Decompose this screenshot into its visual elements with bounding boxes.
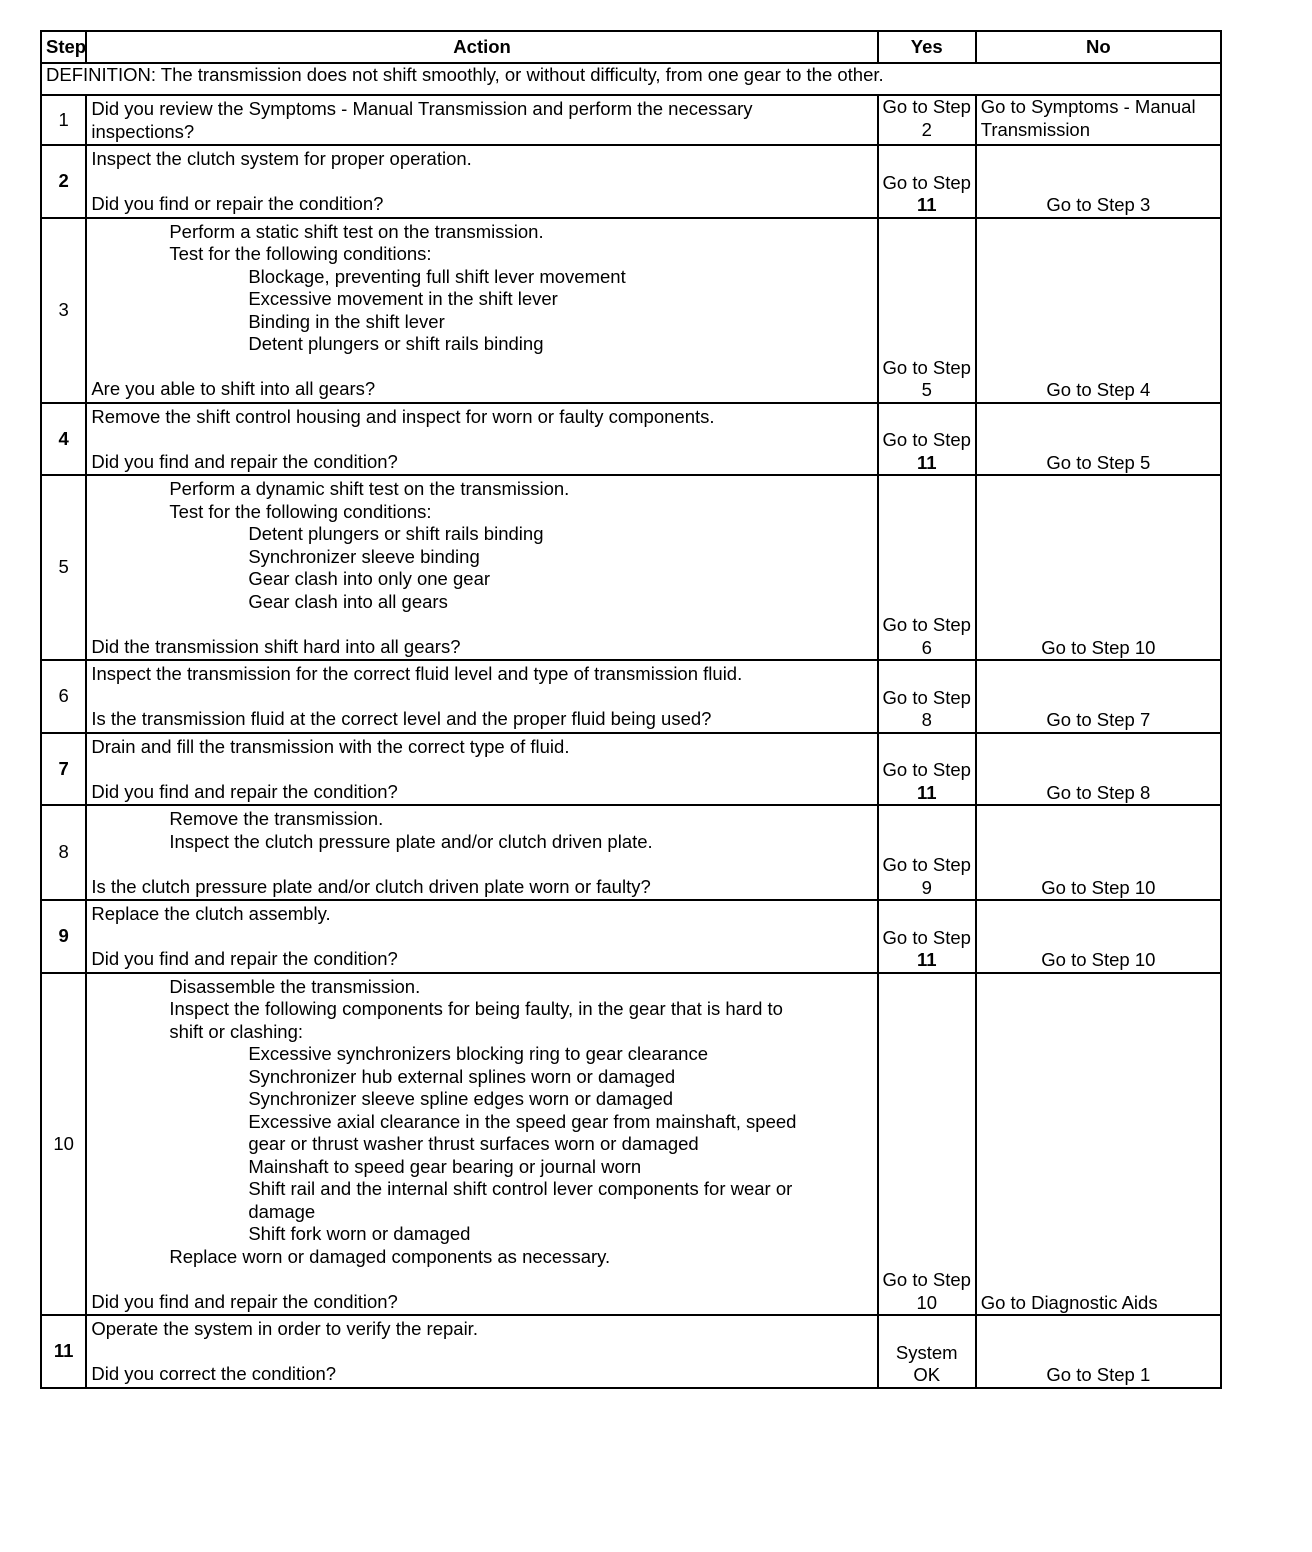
yes-line: System	[895, 1341, 958, 1363]
action-spacer	[91, 428, 872, 451]
action-cell	[86, 403, 877, 476]
action-line: Remove the shift control housing and inspect for worn or faulty components.	[91, 405, 715, 427]
action-line: Synchronizer hub external splines worn or damaged	[248, 1065, 676, 1087]
action-line: Shift rail and the internal shift control lever components for wear or	[248, 1178, 793, 1199]
action-line: Binding in the shift lever	[248, 310, 445, 332]
action-line: Are you able to shift into all gears?	[91, 378, 376, 399]
yes-line: Go to Step	[882, 854, 971, 875]
action-cell	[86, 218, 877, 403]
no-cell	[976, 95, 1221, 145]
yes-line: 5	[921, 379, 932, 400]
yes-line: 2	[921, 118, 932, 140]
action-line: Excessive axial clearance in the speed gear from mainshaft, speed	[248, 1110, 797, 1132]
no-line: Go to Step 10	[1041, 636, 1156, 658]
header-row	[41, 31, 1221, 63]
action-line: Synchronizer sleeve spline edges worn or damaged	[248, 1088, 674, 1109]
table-row	[41, 1315, 1221, 1388]
yes-cell	[878, 900, 976, 973]
step-number: 2	[41, 145, 86, 218]
action-spacer	[91, 1341, 872, 1364]
action-cell	[86, 973, 877, 1316]
action-spacer	[91, 613, 872, 636]
action-line: Gear clash into all gears	[248, 590, 448, 612]
action-cell	[86, 145, 877, 218]
step-number: 11	[41, 1315, 86, 1388]
yes-line: Go to Step	[882, 1269, 971, 1290]
no-line: Go to Step 4	[1046, 379, 1151, 400]
action-line: Shift fork worn or damaged	[248, 1223, 471, 1244]
no-line: Go to Symptoms - Manual	[980, 96, 1196, 117]
action-line: Detent plungers or shift rails binding	[248, 333, 544, 354]
action-line: Inspect the clutch pressure plate and/or clutch driven plate.	[169, 830, 653, 852]
yes-line: Go to Step	[882, 759, 971, 780]
action-line: Disassemble the transmission.	[169, 975, 421, 997]
step-number: 9	[41, 900, 86, 973]
action-spacer	[91, 1268, 872, 1291]
no-cell	[976, 900, 1221, 973]
action-cell	[86, 733, 877, 806]
action-cell	[86, 95, 877, 145]
yes-line: 11	[916, 194, 937, 215]
action-cell	[86, 900, 877, 973]
action-line: Inspect the following components for being faulty, in the gear that is hard to	[169, 998, 783, 1019]
yes-cell	[878, 475, 976, 660]
action-spacer	[91, 356, 872, 379]
no-cell	[976, 145, 1221, 218]
action-line: Remove the transmission.	[169, 808, 384, 829]
yes-line: Go to Step	[882, 96, 971, 117]
no-cell	[976, 218, 1221, 403]
yes-line: OK	[913, 1364, 941, 1385]
yes-line: Go to Step	[882, 171, 971, 193]
no-line: Go to Step 1	[1046, 1364, 1151, 1385]
no-line: Go to Step 7	[1046, 709, 1151, 730]
action-line: Detent plungers or shift rails binding	[248, 523, 544, 544]
table-row	[41, 218, 1221, 403]
yes-line: 9	[921, 876, 932, 898]
action-spacer	[91, 926, 872, 949]
no-line: Go to Step 5	[1046, 451, 1151, 473]
yes-cell	[878, 403, 976, 476]
header-action: Action	[86, 31, 877, 63]
action-line: Perform a static shift test on the transmission.	[169, 220, 544, 242]
yes-line: 11	[916, 451, 937, 473]
no-cell	[976, 805, 1221, 900]
yes-cell	[878, 973, 976, 1316]
yes-line: Go to Step	[882, 686, 971, 708]
yes-line: Go to Step	[882, 926, 971, 948]
action-cell	[86, 805, 877, 900]
step-number: 4	[41, 403, 86, 476]
step-number: 8	[41, 805, 86, 900]
action-spacer	[91, 171, 872, 194]
yes-line: Go to Step	[882, 356, 971, 378]
table-row	[41, 403, 1221, 476]
table-row	[41, 475, 1221, 660]
action-line: Operate the system in order to verify the repair.	[91, 1318, 478, 1339]
action-line: Did you find and repair the condition?	[91, 1290, 398, 1312]
table-row	[41, 145, 1221, 218]
yes-line: 10	[916, 1291, 938, 1313]
action-line: shift or clashing:	[169, 1020, 304, 1042]
action-line: Did you find and repair the condition?	[91, 948, 398, 969]
action-line: Test for the following conditions:	[169, 243, 432, 264]
table-row	[41, 805, 1221, 900]
action-line: Did you find and repair the condition?	[91, 780, 398, 802]
action-line: Gear clash into only one gear	[248, 568, 491, 589]
table-row	[41, 660, 1221, 733]
no-line: Go to Step 10	[1041, 876, 1156, 898]
action-cell	[86, 475, 877, 660]
yes-cell	[878, 733, 976, 806]
action-line: Mainshaft to speed gear bearing or journal worn	[248, 1155, 642, 1177]
action-spacer	[91, 686, 872, 709]
yes-cell	[878, 1315, 976, 1388]
yes-line: 11	[916, 949, 937, 970]
action-line: Did the transmission shift hard into all gears?	[91, 635, 461, 657]
step-number: 1	[41, 95, 86, 145]
yes-cell	[878, 145, 976, 218]
action-line: inspections?	[91, 120, 195, 142]
action-line: Blockage, preventing full shift lever movement	[248, 265, 626, 287]
step-number: 6	[41, 660, 86, 733]
yes-cell	[878, 95, 976, 145]
no-line: Go to Step 10	[1041, 949, 1156, 970]
no-cell	[976, 733, 1221, 806]
no-cell	[976, 973, 1221, 1316]
action-line: Inspect the clutch system for proper operation.	[91, 148, 472, 169]
no-line: Go to Step 8	[1046, 781, 1151, 803]
action-spacer	[91, 758, 872, 781]
action-line: Excessive movement in the shift lever	[248, 288, 558, 309]
yes-line: 8	[921, 709, 932, 730]
no-cell	[976, 1315, 1221, 1388]
yes-cell	[878, 660, 976, 733]
no-cell	[976, 660, 1221, 733]
table-row	[41, 95, 1221, 145]
action-line: Did you find or repair the condition?	[91, 193, 384, 214]
table-row	[41, 733, 1221, 806]
action-line: Replace worn or damaged components as necessary.	[169, 1245, 611, 1267]
step-number: 7	[41, 733, 86, 806]
yes-line: Go to Step	[882, 614, 971, 635]
header-step: Step	[41, 31, 86, 63]
action-line: Did you find and repair the condition?	[91, 450, 398, 472]
header-no: No	[976, 31, 1221, 63]
action-line: Test for the following conditions:	[169, 500, 432, 522]
action-line: Did you review the Symptoms - Manual Transmission and perform the necessary	[91, 98, 753, 119]
action-line: Is the clutch pressure plate and/or clutch driven plate worn or faulty?	[91, 875, 651, 897]
action-cell	[86, 1315, 877, 1388]
yes-line: Go to Step	[882, 429, 971, 450]
step-number: 10	[41, 973, 86, 1316]
no-line: Go to Diagnostic Aids	[980, 1291, 1158, 1313]
definition-row	[41, 63, 1221, 95]
definition-text: DEFINITION: The transmission does not shift smoothly, or without difficulty, from one gear to the other.	[41, 63, 1221, 95]
yes-line: 11	[916, 781, 937, 803]
yes-cell	[878, 805, 976, 900]
step-number: 3	[41, 218, 86, 403]
action-line: Is the transmission fluid at the correct level and the proper fluid being used?	[91, 708, 712, 729]
action-line: gear or thrust washer thrust surfaces worn or damaged	[248, 1133, 699, 1154]
no-line: Go to Step 3	[1046, 194, 1151, 215]
action-spacer	[91, 853, 872, 876]
yes-line: 6	[921, 636, 932, 658]
action-line: Excessive synchronizers blocking ring to gear clearance	[248, 1043, 708, 1064]
action-line: Inspect the transmission for the correct fluid level and type of transmission fluid.	[91, 663, 743, 684]
action-line: Did you correct the condition?	[91, 1363, 337, 1384]
yes-cell	[878, 218, 976, 403]
table-row	[41, 973, 1221, 1316]
action-line: Synchronizer sleeve binding	[248, 545, 480, 567]
no-line: Transmission	[980, 118, 1091, 140]
action-line: Drain and fill the transmission with the correct type of fluid.	[91, 735, 570, 757]
header-yes: Yes	[878, 31, 976, 63]
diagnostic-table	[40, 30, 1222, 1389]
no-cell	[976, 475, 1221, 660]
action-line: Replace the clutch assembly.	[91, 903, 331, 924]
no-cell	[976, 403, 1221, 476]
action-line: Perform a dynamic shift test on the transmission.	[169, 478, 570, 499]
action-line: damage	[248, 1200, 316, 1222]
step-number: 5	[41, 475, 86, 660]
table-row	[41, 900, 1221, 973]
action-cell	[86, 660, 877, 733]
